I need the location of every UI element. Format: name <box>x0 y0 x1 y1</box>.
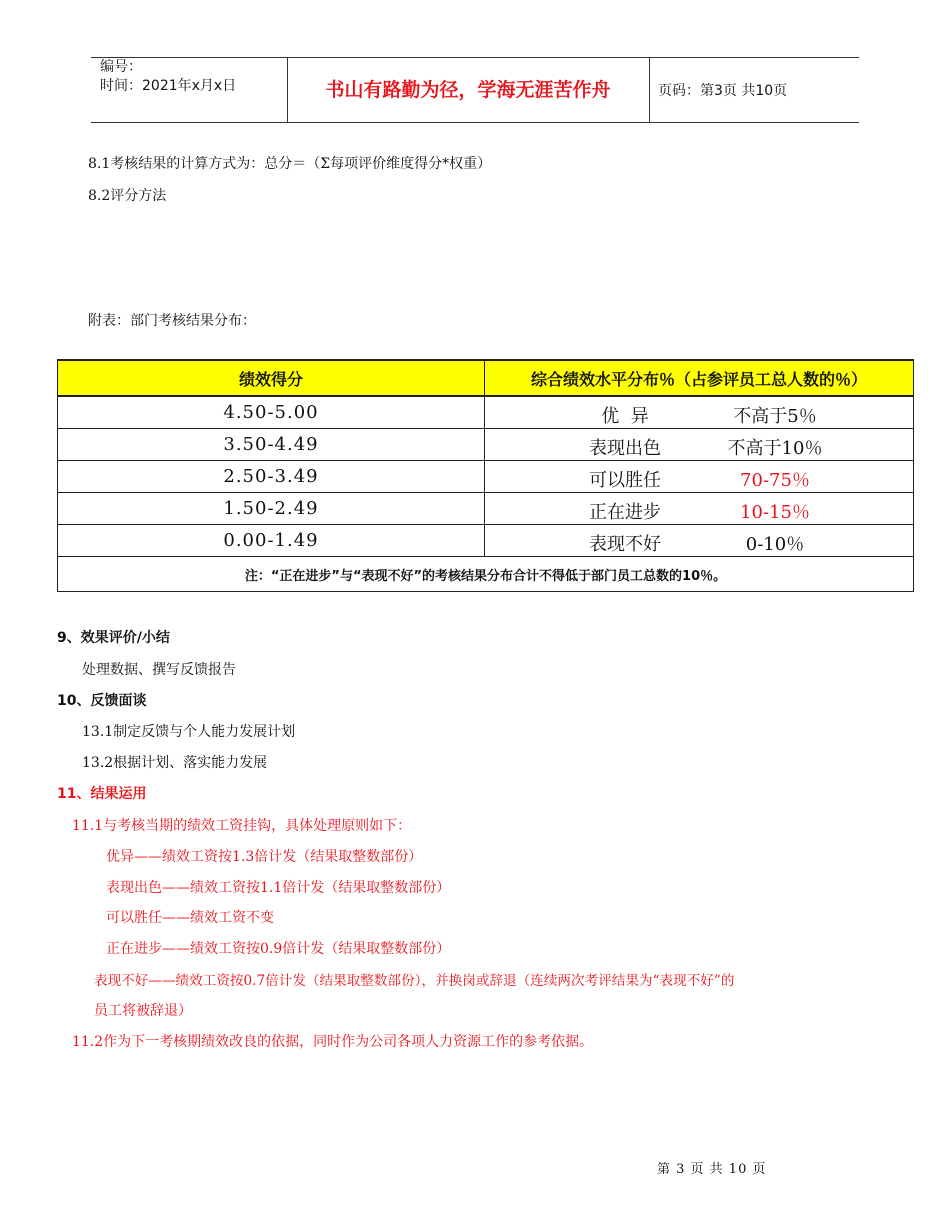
table-header-score: 绩效得分 <box>58 360 485 396</box>
header-info <box>100 58 236 96</box>
score-range-cell: 3.50-4.49 <box>58 429 485 461</box>
header-bottom-rule <box>91 122 859 123</box>
section-9-title: 9、效果评价/小结 <box>57 630 170 646</box>
level-cell <box>485 461 914 493</box>
table-note-row <box>58 557 914 592</box>
score-range-cell: 0.00-1.49 <box>58 525 485 557</box>
appendix-title: 附表：部门考核结果分布： <box>88 313 256 329</box>
header-divider-right <box>649 57 650 123</box>
section-11-title: 11、结果运用 <box>57 786 147 802</box>
level-name: 优 异 <box>601 406 649 427</box>
section-11-item-2: 11.2作为下一考核期绩效改良的依据，同时作为公司各项人力资源工作的参考依据。 <box>72 1034 594 1050</box>
table-row <box>58 493 914 525</box>
level-cell <box>485 525 914 557</box>
page-footer: 第 3 页 共 10 页 <box>657 1162 767 1177</box>
level-cell <box>485 396 914 429</box>
table-row <box>58 396 914 429</box>
rule-competent: 可以胜任——绩效工资不变 <box>106 910 274 926</box>
result-distribution-table <box>57 359 914 592</box>
section-10-item-2: 13.2根据计划、落实能力发展 <box>82 755 268 771</box>
level-percentage: 不高于10％ <box>727 438 823 459</box>
scoring-method-text: 8.2评分方法 <box>88 188 167 204</box>
section-10-item-1: 13.1制定反馈与个人能力发展计划 <box>82 724 296 740</box>
section-11-item-1: 11.1与考核当期的绩效工资挂钩，具体处理原则如下： <box>72 818 412 834</box>
header-motto: 书山有路勤为径，学海无涯苦作舟 <box>325 79 611 101</box>
score-range-cell: 4.50-5.00 <box>58 396 485 429</box>
rule-poor-line-1: 表现不好——绩效工资按0.7倍计发（结果取整数部份），并换岗或辞退（连续两次考评结果为“表现不好”的 <box>94 973 735 989</box>
table-row <box>58 429 914 461</box>
document-time-label: 时间：2021年x月x日 <box>100 78 237 94</box>
level-percentage: 10-15％ <box>740 502 810 523</box>
level-cell <box>485 429 914 461</box>
rule-poor-line-2: 员工将被辞退） <box>94 1003 192 1019</box>
table-header-distribution: 综合绩效水平分布％（占参评员工总人数的％） <box>485 360 914 396</box>
table-row <box>58 461 914 493</box>
section-10-title: 10、反馈面谈 <box>57 693 147 709</box>
level-name: 正在进步 <box>589 502 661 523</box>
header-page-label: 页码：第3页 共10页 <box>658 83 788 99</box>
level-name: 表现出色 <box>589 438 661 459</box>
table-row <box>58 525 914 557</box>
level-cell <box>485 493 914 525</box>
level-name: 可以胜任 <box>589 470 661 491</box>
score-range-cell: 1.50-2.49 <box>58 493 485 525</box>
level-percentage: 不高于5％ <box>733 406 817 427</box>
rule-outstanding: 表现出色——绩效工资按1.1倍计发（结果取整数部份） <box>106 880 451 896</box>
level-percentage: 0-10％ <box>745 534 805 555</box>
level-percentage: 70-75％ <box>740 470 810 491</box>
score-range-cell: 2.50-3.49 <box>58 461 485 493</box>
level-name: 表现不好 <box>589 534 661 555</box>
rule-improving: 正在进步——绩效工资按0.9倍计发（结果取整数部份） <box>106 941 451 957</box>
table-header-row <box>58 360 914 396</box>
table-note: 注：“正在进步”与“表现不好”的考核结果分布合计不得低于部门员工总数的10％。 <box>58 557 914 592</box>
document-number-label: 编号： <box>100 59 142 75</box>
rule-excellent: 优异——绩效工资按1.3倍计发（结果取整数部份） <box>106 849 423 865</box>
section-9-text: 处理数据、撰写反馈报告 <box>82 662 236 678</box>
calc-method-text: 8.1考核结果的计算方式为：总分＝（Σ每项评价维度得分*权重） <box>88 156 492 172</box>
